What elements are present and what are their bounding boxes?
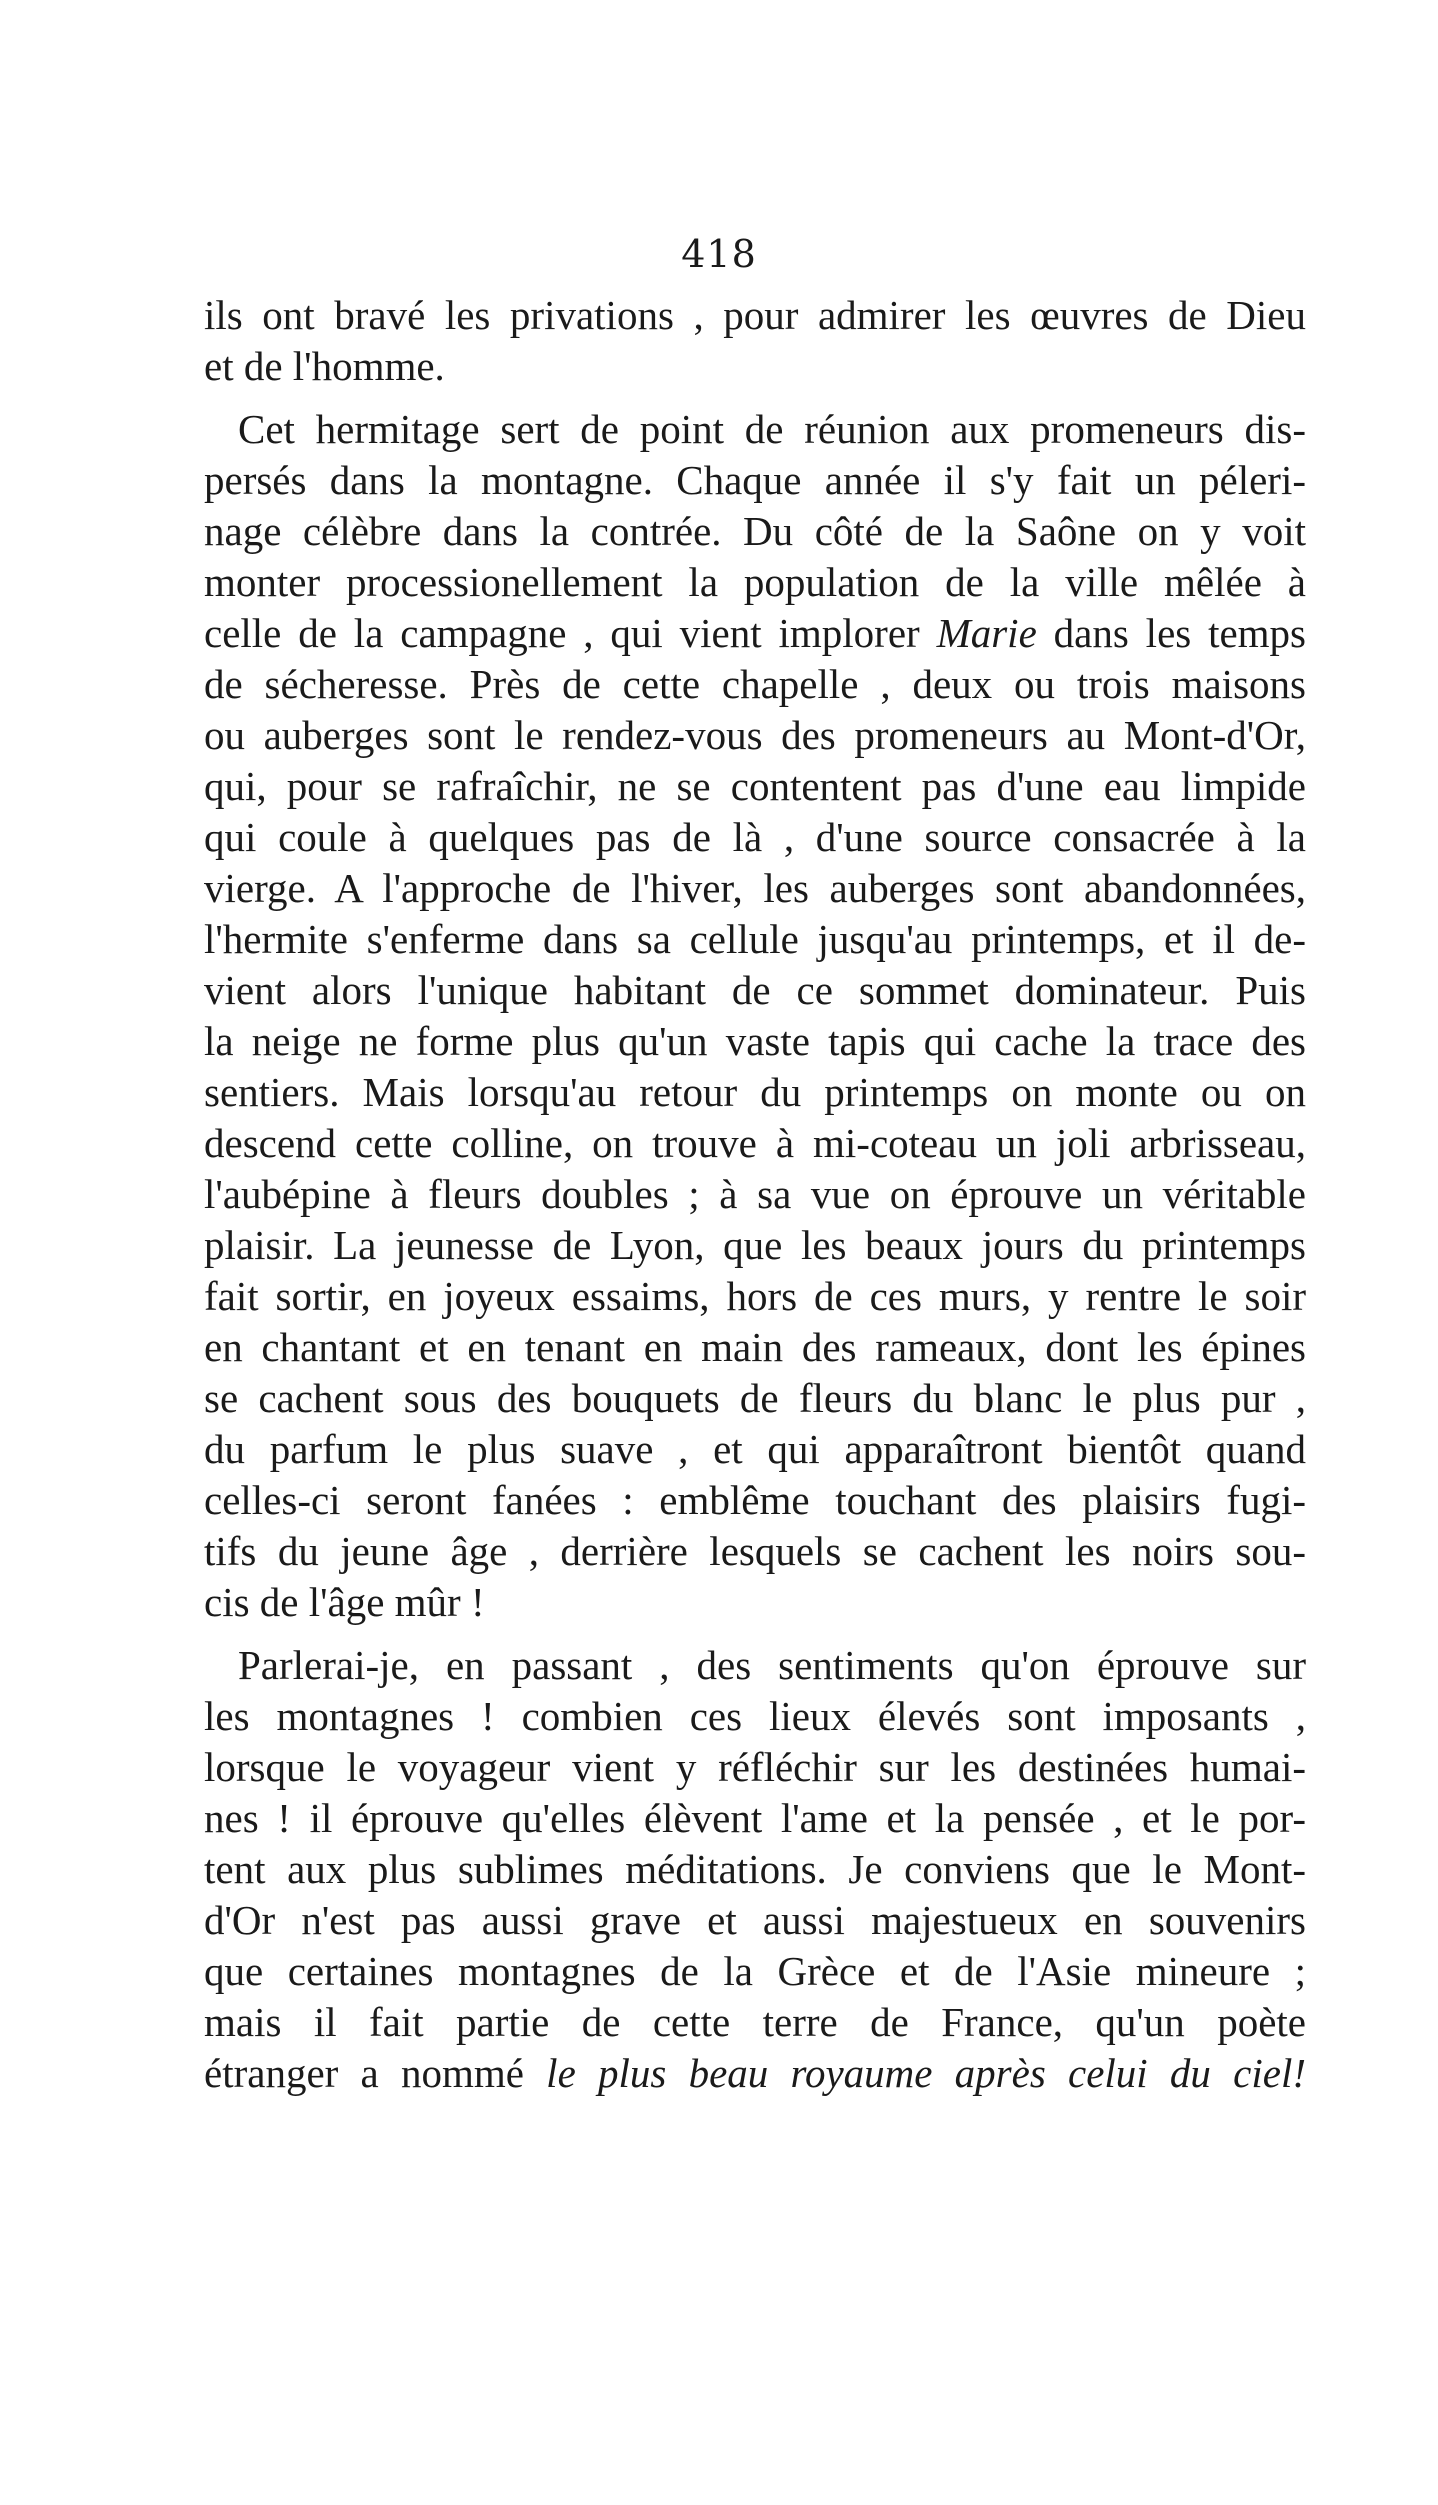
text-line: l'aubépine à fleurs doubles ; à sa vue on éprouve un véritable [204,1171,1306,1217]
text-line: du parfum le plus suave , et qui apparaîtront bientôt quand [204,1426,1306,1472]
text-line: l'hermite s'enferme dans sa cellule jusqu'au printemps, et il de- [204,916,1306,962]
text-line-with-italic [204,608,1306,659]
text-line: tifs du jeune âge , derrière lesquels se cachent les noirs sou- [204,1528,1306,1574]
paragraph-3 [204,1640,1306,2099]
text-line: Cet hermitage sert de point de réunion aux promeneurs dis- [238,406,1306,452]
text-line: qui, pour se rafraîchir, ne se contentent pas d'une eau limpide [204,763,1306,809]
text-line: vient alors l'unique habitant de ce sommet dominateur. Puis [204,967,1306,1013]
text-line: cis de l'âge mûr ! [204,1579,485,1625]
text-line: nes ! il éprouve qu'elles élèvent l'ame et la pensée , et le por- [204,1795,1306,1841]
text-line: en chantant et en tenant en main des rameaux, dont les épines [204,1324,1306,1370]
text-line: fait sortir, en joyeux essaims, hors de ces murs, y rentre le soir [204,1273,1306,1319]
text-line: lorsque le voyageur vient y réfléchir sur les destinées humai- [204,1744,1306,1790]
text-line: se cachent sous des bouquets de fleurs du blanc le plus pur , [204,1375,1306,1421]
text-line: la neige ne forme plus qu'un vaste tapis qui cache la trace des [204,1018,1306,1064]
text-line: qui coule à quelques pas de là , d'une source consacrée à la [204,814,1306,860]
paragraph-2 [204,404,1306,1628]
italic-word: Marie [936,610,1037,656]
page-number: 418 [681,232,757,276]
text-line: descend cette colline, on trouve à mi-coteau un joli arbrisseau, [204,1120,1306,1166]
text-line: ou auberges sont le rendez-vous des promeneurs au Mont-d'Or, [204,712,1306,758]
text-line: tent aux plus sublimes méditations. Je conviens que le Mont- [204,1846,1306,1892]
text-line: vierge. A l'approche de l'hiver, les auberges sont abandonnées, [204,865,1306,911]
text-segment: dans les temps [1053,610,1307,656]
text-line: ils ont bravé les privations , pour admirer les œuvres de Dieu [204,292,1306,338]
text-line-with-italic [204,2048,1306,2099]
text-line: sentiers. Mais lorsqu'au retour du printemps on monte ou on [204,1069,1306,1115]
body-text [204,290,1306,2111]
italic-phrase: le plus beau royaume après celui du ciel! [546,2050,1306,2096]
text-line: nage célèbre dans la contrée. Du côté de la Saône on y voit [204,508,1306,554]
text-line: de sécheresse. Près de cette chapelle , deux ou trois maisons [204,661,1306,707]
text-line: monter processionellement la population de la ville mêlée à [204,559,1306,605]
text-line: mais il fait partie de cette terre de France, qu'un poète [204,1999,1306,2045]
text-line: que certaines montagnes de la Grèce et de l'Asie mineure ; [204,1948,1306,1994]
text-line: celles-ci seront fanées : emblême touchant des plaisirs fugi- [204,1477,1306,1523]
text-line: les montagnes ! combien ces lieux élevés sont imposants , [204,1693,1306,1739]
paragraph-1 [204,290,1306,392]
text-line: Parlerai-je, en passant , des sentiments qu'on éprouve sur [238,1642,1306,1688]
text-segment: celle de la campagne , qui vient implorer [204,610,920,656]
text-line: et de l'homme. [204,343,445,389]
text-line: plaisir. La jeunesse de Lyon, que les beaux jours du printemps [204,1222,1306,1268]
text-line: persés dans la montagne. Chaque année il s'y fait un péleri- [204,457,1306,503]
text-segment: étranger a nommé [204,2050,524,2096]
text-line: d'Or n'est pas aussi grave et aussi majestueux en souvenirs [204,1897,1306,1943]
